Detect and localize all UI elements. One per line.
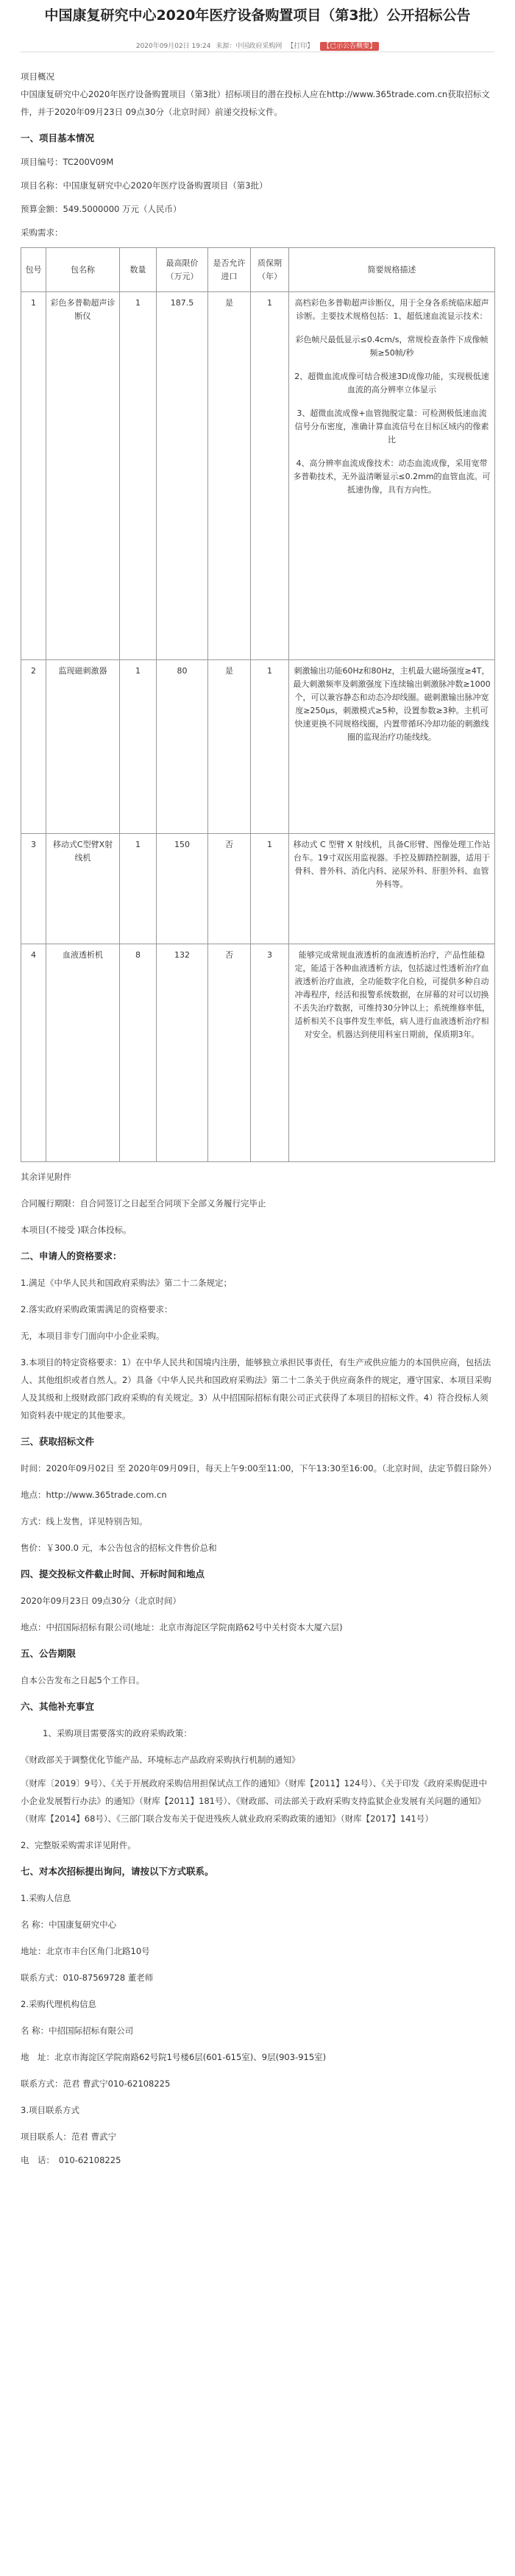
contract-period: 合同履行期限：自合同签订之日起至合同项下全部义务履行完毕止 xyxy=(21,1198,266,1209)
section-1-heading: 一、项目基本情况 xyxy=(21,132,95,144)
qualification-1: 1.满足《中华人民共和国政府采购法》第二十二条规定； xyxy=(21,1278,232,1288)
table-row xyxy=(21,660,495,834)
requirements-table xyxy=(21,247,495,1162)
cell-qty: 1 xyxy=(120,660,157,834)
full-requirements-note: 2、完整版采购需求详见附件。 xyxy=(21,1840,136,1850)
agent-heading: 2.采购代理机构信息 xyxy=(21,1999,96,2009)
cell-qty: 1 xyxy=(120,834,157,944)
cell-spec xyxy=(289,834,495,944)
project-contact-heading: 3.项目联系方式 xyxy=(21,2105,79,2115)
cell-name: 移动式C型臂X射线机 xyxy=(46,834,120,944)
col-header: 是否允许进口 xyxy=(208,248,251,292)
notice-period: 自本公告发布之日起5个工作日。 xyxy=(21,1675,145,1685)
obtain-method: 方式：线上发售，详见特别告知。 xyxy=(21,1516,148,1526)
cell-import: 否 xyxy=(208,944,251,1162)
publish-date: 2020年09月02日 19:24 xyxy=(135,43,211,50)
buyer-name: 名 称：中国康复研究中心 xyxy=(21,1919,117,1930)
col-header: 包名称 xyxy=(46,248,120,292)
buyer-address: 地址：北京市丰台区角门北路10号 xyxy=(21,1946,150,1956)
cell-warranty: 3 xyxy=(251,944,289,1162)
section-5-heading: 五、公告期限 xyxy=(21,1648,77,1659)
cell-spec xyxy=(289,660,495,834)
deadline-time: 2020年09月23日 09点30分（北京时间） xyxy=(21,1596,181,1606)
cell-warranty: 1 xyxy=(251,292,289,660)
project-contact-person: 项目联系人：范君 曹武宁 xyxy=(21,2131,117,2142)
cell-name: 彩色多普勒超声诊断仪 xyxy=(46,292,120,660)
other-see-attachment: 其余详见附件 xyxy=(21,1172,71,1182)
summary-badge[interactable]: 【已示公告概要】 xyxy=(320,42,379,51)
project-name: 项目名称：中国康复研究中心2020年医疗设备购置项目（第3批） xyxy=(21,180,268,191)
spec-para: 彩色帧尺最低显示≤0.4cm/s，常规检查条件下成像帧频≥50帧/秒 xyxy=(295,335,489,358)
cell-name: 监现磁刺激器 xyxy=(46,660,120,834)
cell-spec xyxy=(289,292,495,660)
cell-warranty: 1 xyxy=(251,834,289,944)
table-header-row xyxy=(21,248,495,292)
agent-contact: 联系方式：范君 曹武宁010-62108225 xyxy=(21,2078,171,2089)
print-link[interactable]: 【打印】 xyxy=(287,43,314,50)
agent-name: 名 称：中招国际招标有限公司 xyxy=(21,2025,134,2036)
col-header: 最高限价（万元） xyxy=(157,248,208,292)
policy-heading: 1、采购项目需要落实的政府采购政策： xyxy=(43,1728,192,1738)
cell-no: 1 xyxy=(21,292,46,660)
qualification-3: 3.本项目的特定资格要求：1）在中华人民共和国境内注册，能够独立承担民事责任，有生产或供应能力的本国供应商，包括法人、其他组织或者自然人。2）具备《中华人民共和国政府采购法》第二十二条关于供应商条件的规定，遵守国家、本项目采购人及其级和上级财政部门政府采购的有关规定。3）从中招国际招标有限公司正式获得了本项目的招标文件。4）符合投标人须知资料表中规定的其他要求。 xyxy=(21,1357,491,1420)
agent-address: 地 址：北京市海淀区学院南路62号院1号楼6层(601-615室)、9层(903-915室) xyxy=(21,2052,327,2062)
demand-label: 采购需求： xyxy=(21,227,63,238)
section-7-heading: 七、对本次招标提出询问，请按以下方式联系。 xyxy=(21,1866,214,1877)
cell-qty: 8 xyxy=(120,944,157,1162)
project-number: 项目编号：TC200V09M xyxy=(21,157,114,167)
cell-spec xyxy=(289,944,495,1162)
cell-warranty: 1 xyxy=(251,660,289,834)
col-header: 数量 xyxy=(120,248,157,292)
section-3-heading: 三、获取招标文件 xyxy=(21,1436,95,1447)
section-2-heading: 二、申请人的资格要求： xyxy=(21,1250,122,1262)
cell-price: 150 xyxy=(157,834,208,944)
buyer-contact: 联系方式：010-87569728 董老师 xyxy=(21,1972,154,1983)
spec-para: 3、超微血流成像+血管抛脱定量：可检测极低速血流信号分布密度，准确计算血流信号在目标区域内的像素比 xyxy=(294,408,489,445)
cell-import: 是 xyxy=(208,660,251,834)
spec-para: 高档彩色多普勒超声诊断仪，用于全身各系统临床超声诊断。主要技术规格包括：1、超低速血流显示技术： xyxy=(294,298,489,321)
qualification-2-detail: 无，本项目非专门面向中小企业采购。 xyxy=(21,1331,165,1341)
article-meta xyxy=(0,40,515,50)
spec-para: 刺激输出功能60Hz和80Hz，主机最大磁场强度≥4T，最大刺激频率及刺激强度下连续输出刺激脉冲数≥1000个，可以兼容静态和动态冷却线圈。磁刺激输出脉冲宽度≥250μs，刺激模式≥5种，设置参数≥3种。主机可快速更换不同规格线圈，内置带循环冷却功能的刺激线圈的监现治疗功能线线。 xyxy=(293,666,491,742)
policy-b: （财库〔2019〕9号）、《关于开展政府采购信用担保试点工作的通知》（财库【2011】124号）、《关于印发《政府采购促进中小企业发展暂行办法》的通知》（财库【2011】181号）、《财政部、司法部关于政府采购支持监狱企业发展有关问题的通知》（财库【2014】68号）、《三部门联合发布关于促进残疾人就业政府采购政策的通知》（财库【2017】141号） xyxy=(21,1778,488,1824)
section-6-heading: 六、其他补充事宜 xyxy=(21,1701,95,1712)
obtain-time: 时间：2020年09月02日 至 2020年09月09日，每天上午9:00至11:00，下午13:30至16:00。（北京时间，法定节假日除外） xyxy=(21,1463,497,1473)
col-header: 包号 xyxy=(21,248,46,292)
policy-a: 《财政部关于调整优化节能产品、环境标志产品政府采购执行机制的通知》 xyxy=(21,1755,300,1765)
source: 来源：中国政府采购网 xyxy=(216,43,283,50)
obtain-place: 地点：http://www.365trade.com.cn xyxy=(21,1490,167,1500)
cell-no: 2 xyxy=(21,660,46,834)
article-body xyxy=(21,68,497,2169)
project-contact-phone: 电 话： 010-62108225 xyxy=(21,2155,121,2165)
cell-import: 是 xyxy=(208,292,251,660)
overview-heading: 项目概况 xyxy=(21,71,54,82)
spec-para: 4、高分辨率血流成像技术：动态血流成像，采用宽带多普勒技术，无外溢清晰显示≤0.2mm的血管血流。可抵速伪像，具有方向性。 xyxy=(293,459,491,495)
buyer-heading: 1.采购人信息 xyxy=(21,1893,71,1903)
cell-name: 血液透析机 xyxy=(46,944,120,1162)
consortium-note: 本项目(不接受 )联合体投标。 xyxy=(21,1225,132,1235)
table-row xyxy=(21,834,495,944)
col-header: 简要规格描述 xyxy=(289,248,495,292)
cell-price: 187.5 xyxy=(157,292,208,660)
cell-price: 132 xyxy=(157,944,208,1162)
spec-para: 2、超微血流成像可结合极速3D成像功能，实现极低速血流的高分辨率立体显示 xyxy=(294,372,489,394)
cell-qty: 1 xyxy=(120,292,157,660)
cell-price: 80 xyxy=(157,660,208,834)
table-row xyxy=(21,944,495,1162)
cell-import: 否 xyxy=(208,834,251,944)
overview-text: 中国康复研究中心2020年医疗设备购置项目（第3批）招标项目的潜在投标人应在http://www.365trade.com.cn获取招标文件，并于2020年09月23日 09点30分（北京时间）前递交投标文件。 xyxy=(21,89,490,117)
cell-no: 4 xyxy=(21,944,46,1162)
spec-para: 能够完成常规血液透析的血液透析治疗，产品性能稳定，能适于各种血液透析方法，包括滤过性透析治疗血液透析治疗血液，全功能数字化自检，可提供多种自动冲毒程序，经活和报警系统数据，在屏幕的对可以切换不丢失治疗数据，可维持30分钟以上；系统维修率低，适析相关不良事件发生率低，病人进行血液透析治疗相对安全。机器达到使用科室日期前，保质期3年。 xyxy=(294,950,490,1039)
page-title: 中国康复研究中心2020年医疗设备购置项目（第3批）公开招标公告 xyxy=(44,7,471,24)
budget: 预算金额：549.5000000 万元（人民币） xyxy=(21,204,182,214)
table-row xyxy=(21,292,495,660)
section-4-heading: 四、提交投标文件截止时间、开标时间和地点 xyxy=(21,1568,205,1579)
obtain-price: 售价：￥300.0 元，本公告包含的招标文件售价总和 xyxy=(21,1543,217,1553)
cell-no: 3 xyxy=(21,834,46,944)
qualification-2: 2.落实政府采购政策需满足的资格要求： xyxy=(21,1304,173,1314)
spec-para: 移动式 C 型臂 X 射线机，具备C形臂、图像处理工作站台车。19寸双医用监视器。手控及脚踏控制器，适用于骨科、普外科、消化内科、泌尿外科、肝胆外科、血管外科等。 xyxy=(293,840,491,889)
col-header: 质保期（年） xyxy=(251,248,289,292)
deadline-place: 地点：中招国际招标有限公司(地址：北京市海淀区学院南路62号中关村资本大厦六层) xyxy=(21,1622,343,1632)
